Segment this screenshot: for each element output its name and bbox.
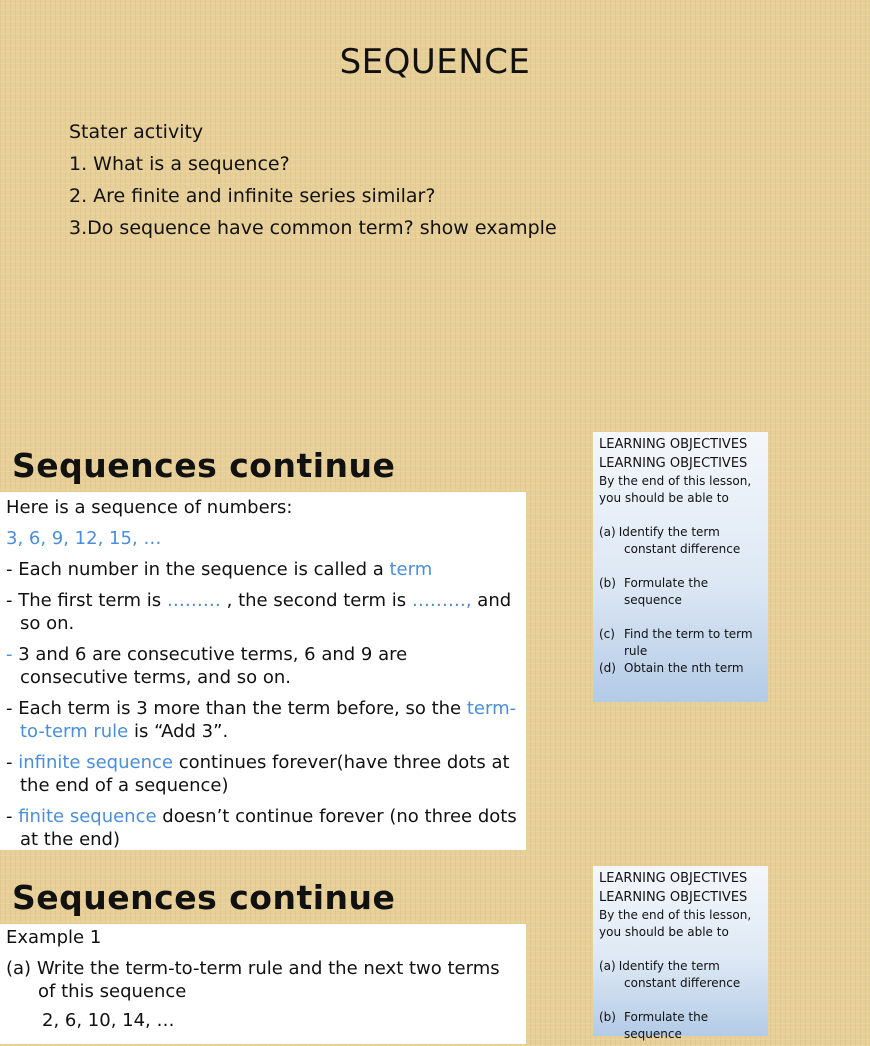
objective-d: (d) Obtain the nth term xyxy=(599,661,744,675)
objectives-heading: LEARNING OBJECTIVES xyxy=(599,437,748,452)
blank-dots: ………, xyxy=(411,590,472,611)
list-item: 1. What is a sequence? xyxy=(69,153,290,175)
bullet-text: - Each term is 3 more than the term before, so the xyxy=(6,698,467,719)
list-item: 3.Do sequence have common term? show example xyxy=(69,217,557,239)
list-item: Stater activity xyxy=(69,121,204,143)
bullet-term xyxy=(6,558,518,581)
bullet-text: - xyxy=(6,752,19,773)
keyword-infinite-sequence: infinite sequence xyxy=(18,752,173,773)
content-panel xyxy=(0,492,526,850)
example-part-a: (a) Write the term-to-term rule and the next two terms of this sequence xyxy=(6,958,500,1002)
intro-text: Here is a sequence of numbers: xyxy=(6,497,293,518)
starter-list xyxy=(69,116,557,244)
blank-dots: ……… xyxy=(166,590,227,611)
objective-c: (c) Find the term to term rule xyxy=(599,627,753,658)
example-heading: Example 1 xyxy=(6,927,102,948)
objectives-heading: LEARNING OBJECTIVES xyxy=(599,890,748,905)
bullet-infinite xyxy=(6,751,518,797)
slide-title: Sequences continue xyxy=(12,446,396,485)
bullet-text: doesn’t continue forever (no three dots at the end) xyxy=(20,806,517,850)
slide-starter xyxy=(0,0,768,432)
objective-a-continued: constant difference xyxy=(624,976,741,990)
objective-a: (a) Identify the term xyxy=(599,959,720,973)
bullet-first-term xyxy=(6,589,518,635)
keyword-finite-sequence: finite sequence xyxy=(18,806,157,827)
bullet-text: - Each number in the sequence is called a xyxy=(6,559,390,580)
bullet-consecutive xyxy=(6,643,518,689)
bullet-text: is “Add 3”. xyxy=(128,721,229,742)
objective-b: (b) Formulate the sequence xyxy=(599,1010,709,1041)
learning-objectives-panel xyxy=(593,432,768,702)
learning-objectives-panel xyxy=(593,866,768,1041)
keyword-term: term xyxy=(389,559,433,580)
example-sequence: 2, 6, 10, 14, … xyxy=(42,1010,175,1031)
objective-a-continued: constant difference xyxy=(624,542,741,556)
slide-sequences-continue xyxy=(0,432,768,864)
bullet-text: and so on. xyxy=(20,590,512,634)
bullet-text: , the second term is xyxy=(226,590,412,611)
objective-a: (a) Identify the term xyxy=(599,525,720,539)
bullet-dash: - xyxy=(6,644,13,665)
bullet-text: continues forever(have three dots at the end of a sequence) xyxy=(20,752,510,796)
content-body xyxy=(6,496,518,851)
objectives-heading: LEARNING OBJECTIVES xyxy=(599,871,748,886)
keyword-term-to-term-rule: term-to-term rule xyxy=(20,698,517,742)
bullet-text: - The first term is xyxy=(6,590,167,611)
objective-b: (b) Formulate the sequence xyxy=(599,576,709,607)
sequence-example: 3, 6, 9, 12, 15, … xyxy=(6,528,162,549)
list-item: 2. Are finite and infinite series similar? xyxy=(69,185,436,207)
content-body xyxy=(6,926,518,1032)
bullet-text: - xyxy=(6,806,19,827)
slide-sequences-example xyxy=(0,866,768,1041)
slide-title: Sequences continue xyxy=(12,878,396,917)
bullet-finite xyxy=(6,805,518,851)
bullet-rule xyxy=(6,697,518,743)
objectives-intro: By the end of this lesson, you should be able to xyxy=(599,474,752,505)
bullet-text: 3 and 6 are consecutive terms, 6 and 9 are consecutive terms, and so on. xyxy=(12,644,408,688)
objectives-heading: LEARNING OBJECTIVES xyxy=(599,456,748,471)
content-panel xyxy=(0,924,526,1044)
objectives-intro: By the end of this lesson, you should be able to xyxy=(599,908,752,939)
slide-title: SEQUENCE xyxy=(339,42,531,82)
